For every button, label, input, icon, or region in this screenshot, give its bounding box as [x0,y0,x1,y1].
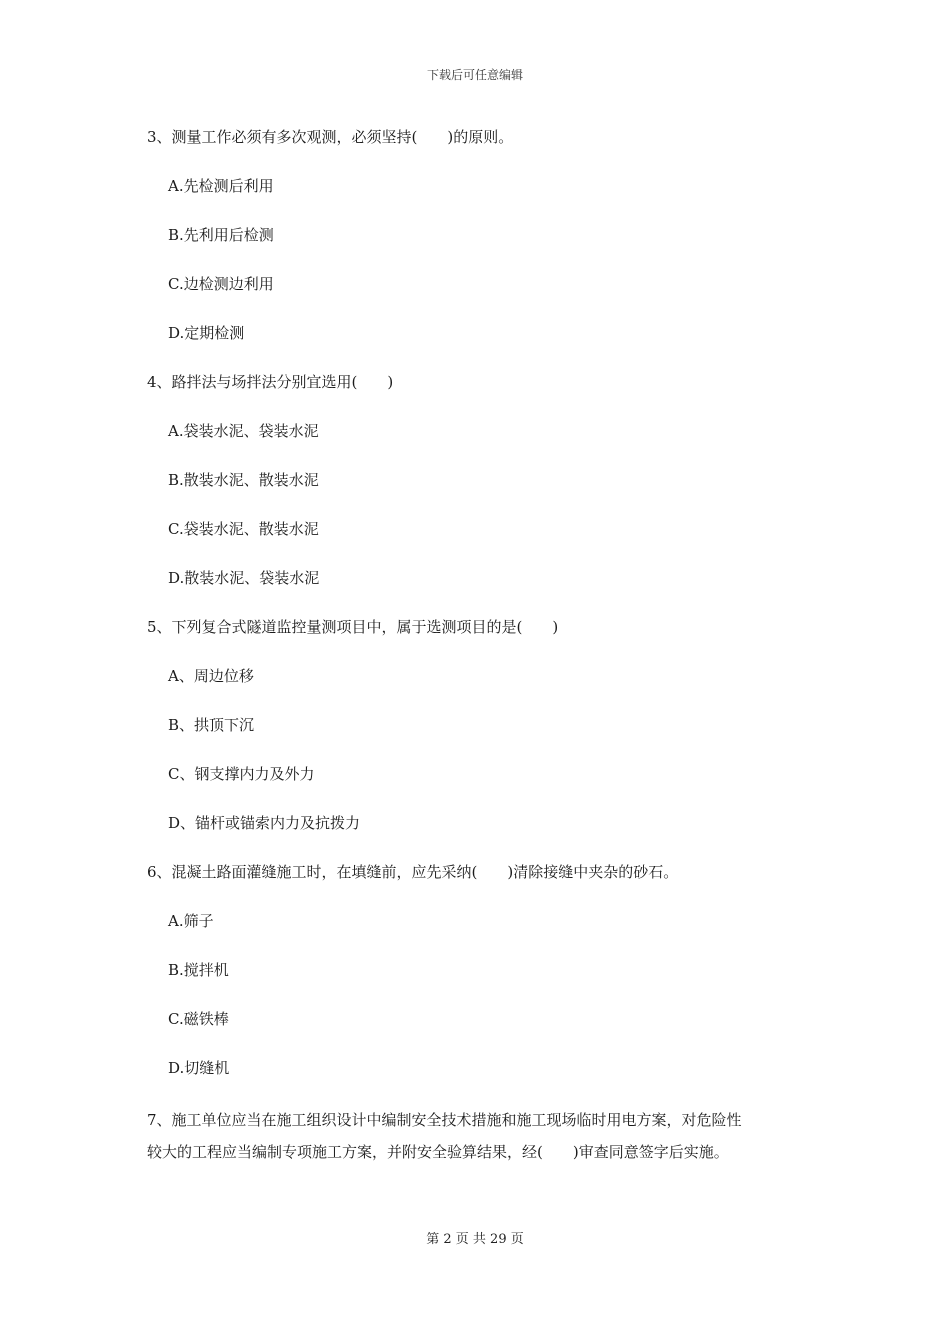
option-5b: B、拱顶下沉 [168,716,255,734]
question-7-line-2: 较大的工程应当编制专项施工方案，并附安全验算结果，经( )审查同意签字后实施。 [147,1143,729,1161]
page-header: 下载后可任意编辑 [426,68,523,82]
question-4: 4、路拌法与场拌法分别宜选用( ) [147,373,394,391]
question-3: 3、测量工作必须有多次观测，必须坚持( )的原则。 [147,128,514,146]
option-5a: A、周边位移 [168,667,254,685]
question-7-line-1: 7、施工单位应当在施工组织设计中编制安全技术措施和施工现场临时用电方案，对危险性 [147,1111,742,1129]
option-3a: A.先检测后利用 [168,177,274,195]
option-6b: B.搅拌机 [168,961,229,979]
option-4b: B.散装水泥、散装水泥 [168,471,319,489]
option-4d: D.散装水泥、袋装水泥 [168,569,320,587]
option-5d: D、锚杆或锚索内力及抗拨力 [168,814,361,832]
option-3d: D.定期检测 [168,324,245,342]
question-6: 6、混凝土路面灌缝施工时，在填缝前，应先采纳( )清除接缝中夹杂的砂石。 [147,863,679,881]
page-footer: 第 2 页 共 29 页 [426,1232,524,1247]
document-body [147,124,812,1191]
option-6c: C.磁铁棒 [168,1010,229,1028]
option-6a: A.筛子 [168,912,214,930]
option-4a: A.袋装水泥、袋装水泥 [168,422,319,440]
option-3c: C.边检测边利用 [168,275,274,293]
option-5c: C、钢支撑内力及外力 [168,765,315,783]
question-7 [147,1104,812,1168]
option-4c: C.袋装水泥、散装水泥 [168,520,319,538]
option-6d: D.切缝机 [168,1059,230,1077]
option-3b: B.先利用后检测 [168,226,274,244]
question-5: 5、下列复合式隧道监控量测项目中，属于选测项目的是( ) [147,618,559,636]
